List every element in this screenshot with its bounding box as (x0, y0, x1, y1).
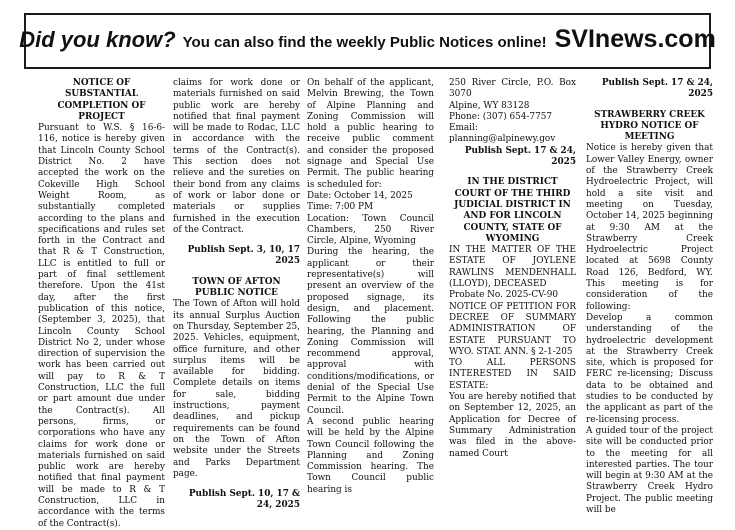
column-3 (307, 78, 434, 495)
completion-notice-publish: Publish Sept. 3, 10, 17 2025 (187, 245, 300, 267)
completion-notice-heading: NOTICE OF SUBSTANTIAL COMPLETION OF PROJECT (57, 78, 146, 122)
afton-notice-body: The Town of Afton will hold its annual Surplus Auction on Thursday, September 25, 2025. Vehicles, equipment, office furniture, and other surplus items will be available for bidding. Complete details on items for sale, bidding instructions, payment deadlines, and pickup requirements can be found on the Town of Afton website under the Streets and Parks Department page. (173, 299, 300, 479)
online-notices-banner (19, 13, 716, 69)
strawberry-purpose: Develop a common understanding of the hydroelectric development at the Strawberry Creek site, which is proposed for FERC re-licensing; Discuss data to be obtained and studies to be conducted by the applicant as part of the re-licensing process. (586, 312, 713, 425)
alpine-address-line1: 250 River Circle, P.O. Box 3070 (449, 78, 576, 100)
court-probate-number: Probate No. 2025-CV-90 (449, 290, 559, 301)
court-heading: IN THE DISTRICT COURT OF THE THIRD JUDICIAL DISTRICT IN AND FOR LINCOLN COUNTY, STATE OF WYOMING (454, 177, 571, 244)
completion-notice-continued: claims for work done or materials furnished on said public work are hereby notified that final payment will be made to Rodac, LLC in accordance with the terms of the Contract(s). This section does not relieve and the sureties on their bond from any claims of work or labor done or materials or supplies furnished in the execution of the Contract. (173, 78, 300, 235)
column-2 (173, 78, 300, 511)
column-1 (38, 78, 165, 529)
alpine-hearing-second: A second public hearing will be held by the Alpine Town Council following the Planning and Zoning Commission hearing. The Town Council public hearing is (307, 416, 434, 495)
column-5 (586, 78, 713, 515)
alpine-hearing-location: Location: Town Council Chambers, 250 River Circle, Alpine, Wyoming (307, 213, 434, 247)
court-to-all: TO ALL PERSONS INTERESTED IN SAID ESTATE: (449, 358, 576, 391)
court-petition-notice: NOTICE OF PETITION FOR DECREE OF SUMMARY ADMINISTRATION OF ESTATE PURSUANT TO WYO. STAT. ANN. § 2-1-205 (449, 301, 576, 357)
afton-notice-heading: TOWN OF AFTON PUBLIC NOTICE (192, 276, 281, 299)
alpine-hearing-publish: Publish Sept. 17 & 24, 2025 (464, 145, 576, 168)
banner-site-link[interactable]: SVInews.com (554, 25, 716, 53)
afton-notice-publish: Publish Sept. 10, 17 & 24, 2025 (188, 489, 300, 511)
court-body: You are hereby notified that on September 12, 2025, an Application for Decree of Summary Administration was filed in the above-named Court (449, 392, 576, 459)
banner-subtitle: You can also find the weekly Public Notices online! (182, 34, 547, 51)
alpine-address-line2: Alpine, WY 83128 (449, 100, 530, 111)
column-4 (449, 78, 576, 459)
alpine-phone: Phone: (307) 654-7757 (449, 111, 553, 122)
banner-question: Did you know? (19, 27, 176, 52)
court-matter: IN THE MATTER OF THE ESTATE OF JOYLENE RAWLINS MENDENHALL (LLOYD), DECEASED (449, 245, 576, 290)
strawberry-heading: STRAWBERRY CREEK HYDRO NOTICE OF MEETING (594, 109, 705, 143)
alpine-hearing-intro: On behalf of the applicant, Melvin Brewing, the Town of Alpine Planning and Zoning Commission will hold a public hearing to receive public comment and consider the proposed signage and Special Use Permit. The public hearing is scheduled for: (307, 78, 434, 190)
alpine-email[interactable]: Email: planning@alpinewy.gov (449, 123, 556, 145)
column5-publish-top: Publish Sept. 17 & 24, 2025 (601, 78, 713, 100)
alpine-hearing-body: During the hearing, the applicant or their representative(s) will present an overview of the proposed signage, its design, and placement. Following the public hearing, the Planning and Zoning Commission will recommend approval, approval with conditions/modifications, or denial of the Special Use Permit to the Alpine Town Council. (307, 247, 434, 416)
alpine-hearing-time: Time: 7:00 PM (307, 202, 374, 213)
completion-notice-body: Pursuant to W.S. § 16-6-116, notice is hereby given that Lincoln County School District No. 2 have accepted the work on the Cokeville High School Weight Room, as substantially completed according to the plans and specifications and rules set forth in the Contract and that R & T Construction, LLC is entitled to full or part of final settlement therefore. Upon the 41st day, after the first publication of this notice, (September 3, 2025), that Lincoln County School District No 2, under whose direction of supervision the work has been carried out will pay to R & T Construction, LLC the full or part amount due under the Contract(s). All persons, firms, or corporations who have any claims for work done or materials furnished on said public work are hereby notified that final payment will be made to R & T Construction, LLC in accordance with the terms of the Contract(s). (38, 123, 165, 529)
strawberry-body: Notice is hereby given that Lower Valley Energy, owner of the Strawberry Creek Hydroelectric Project, will hold a site visit and meeting on Tuesday, October 14, 2025 beginning at 9:30 AM at the Strawberry Creek Hydroelectric Project located at 5698 County Road 126, Bedford, WY. This meeting is for consideration of the following: (586, 143, 713, 312)
alpine-hearing-date: Date: October 14, 2025 (307, 190, 413, 201)
strawberry-tour: A guided tour of the project site will be conducted prior to the meeting for all interested parties. The tour will begin at 9:30 AM at the Strawberry Creek Hydro Project. The public meeting will be (586, 425, 713, 515)
